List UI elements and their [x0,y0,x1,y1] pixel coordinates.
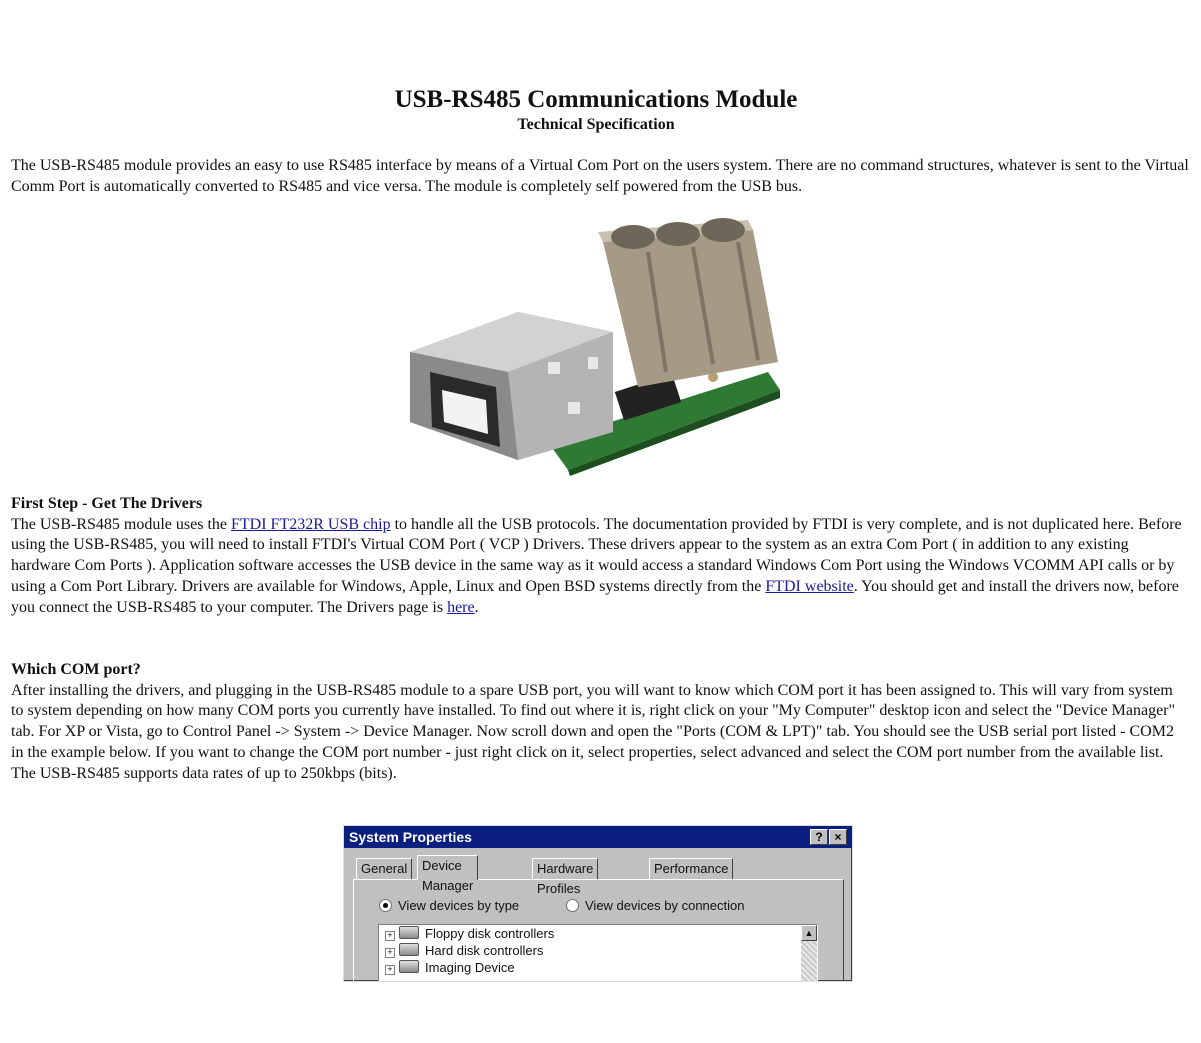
ftdi-chip-link[interactable]: FTDI FT232R USB chip [231,515,391,533]
radio-view-by-connection[interactable] [566,898,744,913]
expand-icon[interactable]: + [385,931,395,941]
tree-scrollbar[interactable] [801,925,817,982]
tab-performance[interactable]: Performance [649,858,733,879]
com-port-section [11,660,1189,784]
usb-rs485-module-photo [408,212,788,480]
drivers-heading: First Step - Get The Drivers [11,495,203,512]
tree-item-hard-disk[interactable] [385,942,544,959]
intro-paragraph: The USB-RS485 module provides an easy to use RS485 interface by means of a Virtual Com Port on the users system. There are no command structures, whatever is sent to the Virtual Comm Port is automatically converted to RS485 and vice versa. The module is completely self powered from the USB bus. [11,157,1189,195]
hard-disk-controller-icon [399,943,419,956]
com-heading: Which COM port? [11,661,141,678]
scroll-up-icon[interactable]: ▲ [801,925,817,941]
tab-hardware-profiles[interactable]: Hardware Profiles [532,858,598,879]
drivers-text-4: . [474,598,479,616]
expand-icon[interactable]: + [385,948,395,958]
tree-item-label: Hard disk controllers [425,943,544,958]
tree-item-label: Floppy disk controllers [425,926,555,941]
radio-view-by-type[interactable] [379,898,519,913]
help-icon[interactable]: ? [810,829,828,845]
radio-selected-icon [379,899,392,912]
dialog-title: System Properties [349,829,472,845]
tree-item-imaging[interactable] [385,959,515,976]
tab-device-manager[interactable]: Device Manager [417,855,478,880]
close-icon[interactable]: × [829,829,847,845]
drivers-section [11,494,1189,618]
radio-type-label: View devices by type [398,898,520,913]
tree-item-label: Imaging Device [425,960,515,975]
drivers-text-1: The USB-RS485 module uses the [11,515,231,533]
tree-item-floppy[interactable] [385,925,554,942]
radio-connection-label: View devices by connection [585,898,745,913]
system-properties-dialog [343,825,853,982]
page-subtitle: Technical Specification [517,116,675,133]
expand-icon[interactable]: + [385,965,395,975]
page-title: USB-RS485 Communications Module [394,86,798,113]
imaging-device-icon [399,960,419,973]
drivers-page-link[interactable]: here [447,598,475,616]
device-tree[interactable] [378,924,818,982]
drivers-text-2: to handle all the USB protocols. The documentation provided by FTDI is very complete, and is not duplicated here. Before using the USB-RS485, you will need to install FTDI's Virtual COM Port ( VCP ) Drivers. These drivers appear to the system as an extra Com Port ( in addition to any existing hardware Com Ports ). Application software accesses the USB device in the same way as it would access a standard Windows Com Port using the Windows VCOMM API calls or by using a Com Port Library. Drivers are available for Windows, Apple, Linux and Open BSD systems directly from the [11,515,1182,595]
com-text: After installing the drivers, and plugging in the USB-RS485 module to a spare USB port, you will want to know which COM port it has been assigned to. This will vary from system to system depending on how many COM ports you currently have installed. To find out where it is, right click on your "My Computer" desktop icon and select the "Device Manager" tab. For XP or Vista, go to Control Panel -> System -> Device Manager. Now scroll down and open the "Ports (COM & LPT)" tab. You should see the USB serial port listed - COM2 in the example below. If you want to change the COM port number - just right click on it, select properties, select advanced and select the COM port number from the available list. The USB-RS485 supports data rates of up to 250kbps (bits). [11,681,1176,782]
radio-unselected-icon [566,899,579,912]
dialog-titlebar [344,826,852,848]
floppy-controller-icon [399,926,419,939]
tab-general[interactable]: General [356,858,412,879]
ftdi-website-link[interactable]: FTDI website [765,577,854,595]
drivers-text-3: . You should get and install the drivers now, before you connect the USB-RS485 to your computer. The Drivers page is [11,577,1179,616]
